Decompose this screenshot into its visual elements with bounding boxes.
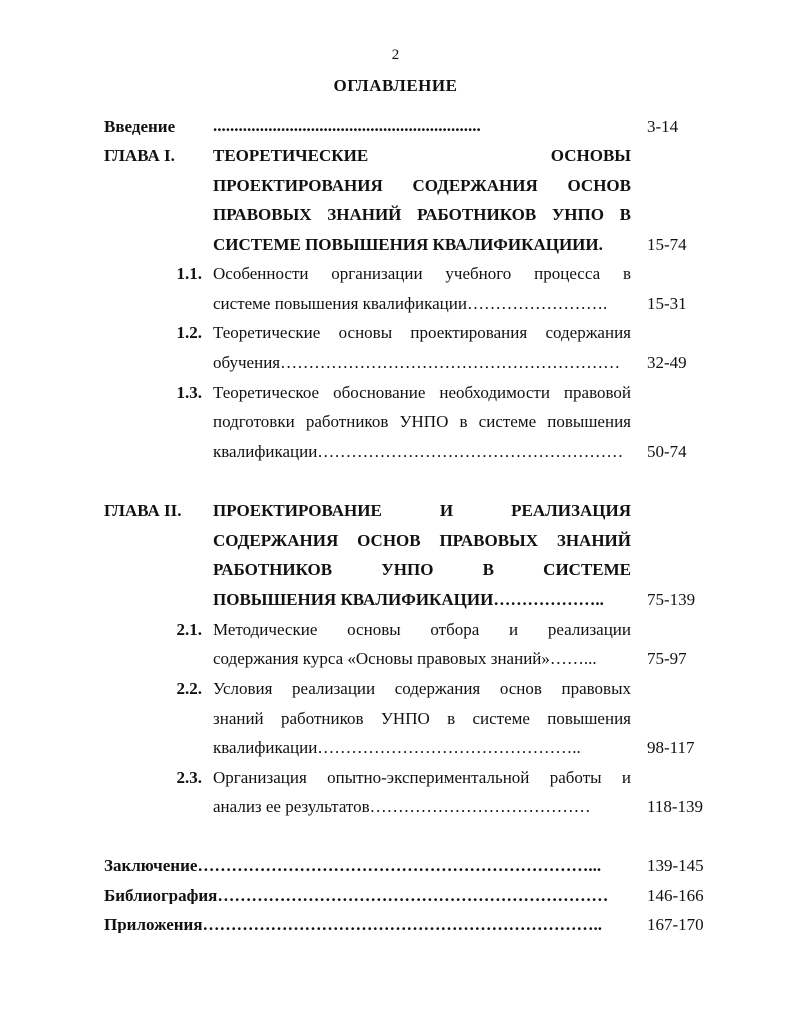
section-title-line: Теоретическое обоснование необходимости правовой	[213, 383, 631, 402]
page-title: ОГЛАВЛЕНИЕ	[333, 76, 458, 95]
section-pages: 15-31	[647, 294, 687, 313]
section-number: 1.1.	[176, 264, 202, 283]
section-number: 1.3.	[176, 383, 202, 402]
section-title-line: Методические основы отбора и реализации	[213, 620, 631, 639]
chapter1-title-line: СИСТЕМЕ ПОВЫШЕНИЯ КВАЛИФИКАЦИИИ.	[213, 235, 603, 254]
chapter2-title-line: СОДЕРЖАНИЯ ОСНОВ ПРАВОВЫХ ЗНАНИЙ	[213, 531, 631, 550]
chapter2-pages: 75-139	[647, 590, 696, 609]
chapter1-pages: 15-74	[647, 235, 687, 254]
chapter1-title-line: ПРАВОВЫХ ЗНАНИЙ РАБОТНИКОВ УНПО В	[213, 205, 631, 224]
chapter1-label: ГЛАВА I.	[104, 146, 175, 165]
section-title-line: Особенности организации учебного процесса в	[213, 264, 631, 283]
section-pages: 32-49	[647, 353, 687, 372]
toc-appendices-label: Приложения……………………………………………………………..	[104, 916, 603, 933]
toc-conclusion-label: Заключение……………………………………………………………...	[104, 857, 602, 874]
section-title-line: квалификации………………………………………..	[213, 738, 581, 757]
section-pages: 98-117	[647, 738, 695, 757]
chapter2-title-line: РАБОТНИКОВ УНПО В СИСТЕМЕ	[213, 560, 631, 579]
section-pages: 75-97	[647, 649, 687, 668]
section-title-line: Организация опытно-экспериментальной работы и	[213, 768, 631, 787]
chapter2-label: ГЛАВА II.	[104, 501, 182, 520]
section-pages: 118-139	[647, 797, 704, 816]
chapter1-title-line: ПРОЕКТИРОВАНИЯ СОДЕРЖАНИЯ ОСНОВ	[213, 176, 631, 195]
chapter2-title-line: ПОВЫШЕНИЯ КВАЛИФИКАЦИИ………………..	[213, 590, 604, 609]
toc-conclusion-pages: 139-145	[647, 856, 704, 875]
page-number: 2	[391, 47, 400, 63]
section-title-line: квалификации………………………………………………	[213, 442, 624, 461]
toc-bibliography-label: Библиография……………………………………………………………	[104, 887, 609, 904]
section-number: 2.1.	[176, 620, 202, 639]
toc-appendices-pages: 167-170	[647, 915, 704, 934]
section-title-line: системе повышения квалификации…………………….	[213, 294, 608, 313]
toc-intro-dots: ...............................................................	[213, 117, 481, 134]
toc-intro-label: Введение	[104, 117, 176, 136]
section-title-line: Теоретические основы проектирования содержания	[213, 323, 631, 342]
section-number: 1.2.	[176, 323, 202, 342]
chapter2-title-line: ПРОЕКТИРОВАНИЕ И РЕАЛИЗАЦИЯ	[213, 501, 631, 520]
toc-bibliography-pages: 146-166	[647, 886, 704, 905]
section-number: 2.3.	[176, 768, 202, 787]
section-title-line: знаний работников УНПО в системе повышения	[213, 709, 631, 728]
section-number: 2.2.	[176, 679, 202, 698]
section-title-line: содержания курса «Основы правовых знаний»……...	[213, 649, 597, 668]
chapter1-title-line: ТЕОРЕТИЧЕСКИЕ ОСНОВЫ	[213, 146, 631, 165]
section-title-line: обучения……………………………………………………	[213, 353, 621, 372]
section-title-line: анализ ее результатов…………………………………	[213, 797, 591, 816]
section-pages: 50-74	[647, 442, 687, 461]
toc-intro-pages: 3-14	[647, 117, 679, 136]
section-title-line: подготовки работников УНПО в системе повышения	[213, 412, 631, 431]
section-title-line: Условия реализации содержания основ правовых	[213, 679, 631, 698]
